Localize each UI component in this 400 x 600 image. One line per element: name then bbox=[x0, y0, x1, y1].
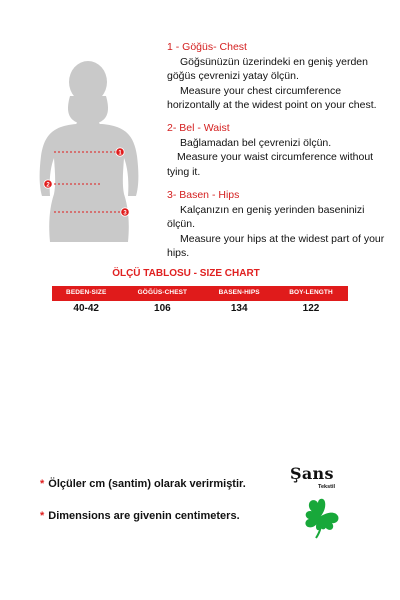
cell-size: 40-42 bbox=[73, 303, 99, 314]
cell-length: 122 bbox=[302, 303, 320, 314]
header-size: BEDEN-SIZE bbox=[52, 286, 120, 299]
header-chest: GÖĞÜS-CHEST bbox=[120, 286, 204, 299]
hips-section bbox=[167, 188, 393, 261]
brand-name: Şans bbox=[290, 464, 334, 483]
size-chart-title: ÖLÇÜ TABLOSU - SIZE CHART bbox=[112, 268, 260, 279]
note-units-tr bbox=[40, 478, 246, 490]
note-star: * bbox=[40, 478, 45, 490]
chest-heading: 1 - Göğüs- Chest bbox=[167, 41, 247, 53]
hips-marker bbox=[121, 208, 129, 217]
size-chart-table bbox=[52, 286, 348, 316]
chest-marker-number: 1 bbox=[118, 150, 122, 157]
size-chart-header-row bbox=[52, 286, 348, 299]
note-text: Dimensions are givenin centimeters. bbox=[48, 510, 240, 522]
table-row bbox=[52, 301, 348, 316]
waist-marker-number: 2 bbox=[46, 182, 50, 189]
waist-marker bbox=[44, 180, 52, 189]
chest-text-tr: Göğsünüzün üzerindeki en geniş yerden göğüs çevrenizi yatay ölçün. bbox=[167, 55, 368, 82]
waist-heading: 2- Bel - Waist bbox=[167, 122, 230, 134]
waist-text-en: Measure your waist circumference without tying it. bbox=[167, 151, 374, 178]
waist-section bbox=[167, 121, 393, 179]
chest-section bbox=[167, 40, 393, 113]
cell-chest: 106 bbox=[154, 303, 171, 314]
hips-text-en: Measure your hips at the widest part of your hips. bbox=[167, 232, 385, 259]
note-star: * bbox=[40, 510, 45, 522]
waist-text-tr: Bağlamadan bel çevrenizi ölçün. bbox=[180, 136, 332, 149]
note-text: Ölçüler cm (santim) olarak verirmiştir. bbox=[48, 478, 246, 490]
cell-hips: 134 bbox=[230, 303, 248, 314]
hips-heading: 3- Basen - Hips bbox=[167, 189, 240, 201]
hips-marker-number: 3 bbox=[123, 210, 127, 217]
chest-text-en: Measure your chest circumference horizontally at the widest point on your chest. bbox=[167, 84, 377, 111]
brand-subtitle: Tekstil bbox=[318, 484, 336, 490]
header-length: BOY-LENGTH bbox=[274, 286, 348, 299]
hips-text-tr: Kalçanızın en geniş yerinden baseninizi ölçün. bbox=[167, 203, 365, 230]
chest-marker bbox=[116, 148, 124, 157]
header-hips: BASEN-HIPS bbox=[204, 286, 274, 299]
four-leaf-clover-icon bbox=[298, 494, 344, 540]
note-units-en bbox=[40, 510, 240, 522]
body-silhouette-illustration bbox=[30, 60, 150, 260]
